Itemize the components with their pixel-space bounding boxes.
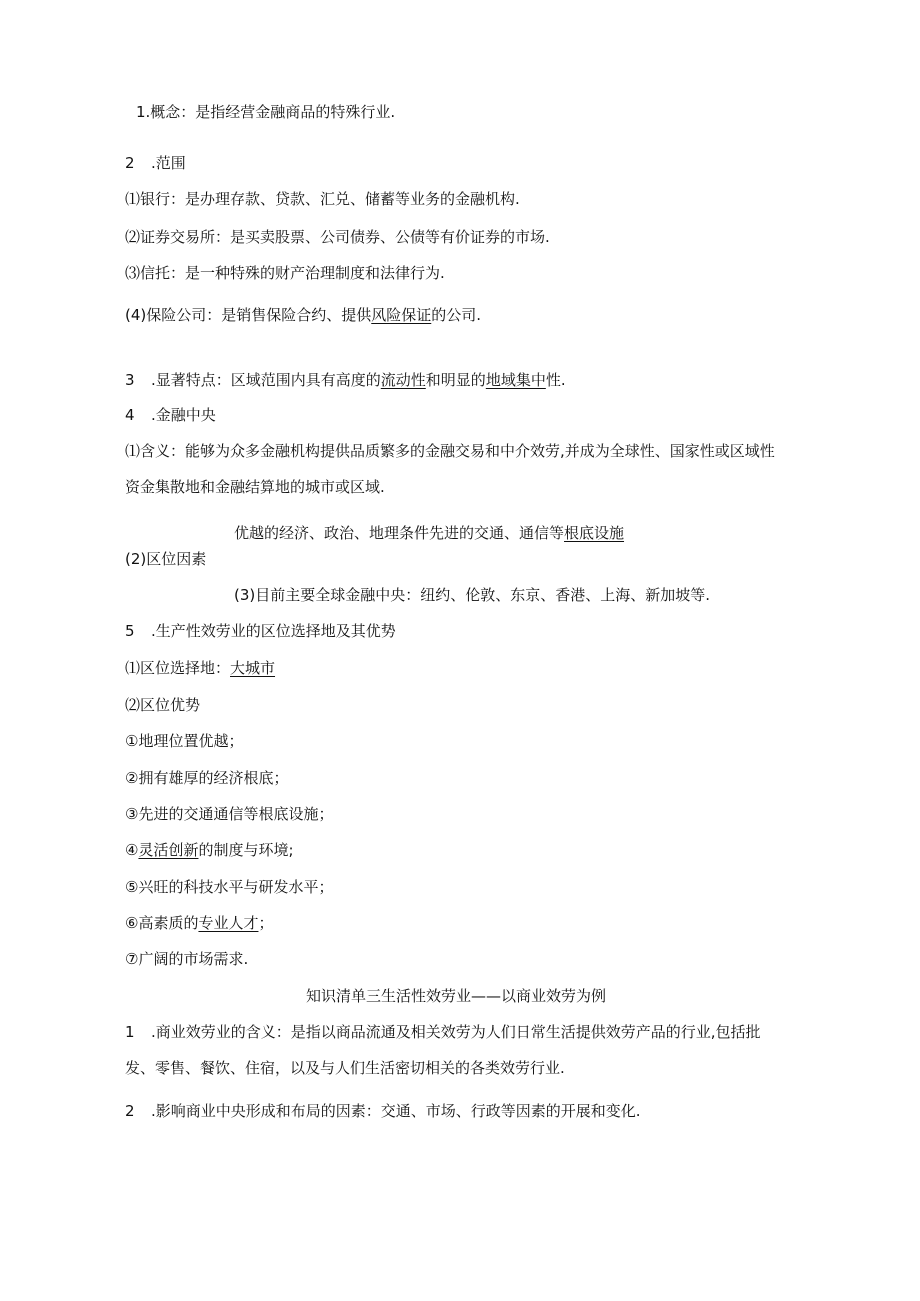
concept-line: 1.概念：是指经营金融商品的特殊行业. — [136, 103, 396, 121]
factors-detail-line: 优越的经济、政治、地理条件先进的交通、通信等根底设施 — [234, 524, 625, 542]
advantage-item-1: ①地理位置优越； — [125, 732, 244, 750]
location-advantage-line: ⑵区位优势 — [125, 696, 201, 714]
location-factors-line: (2)区位因素 — [125, 550, 207, 568]
scope-heading: 2 .范围 — [125, 154, 186, 172]
trust-line: ⑶信托：是一种特殊的财产治理制度和法律行为. — [125, 264, 445, 282]
advantage-item-3: ③先进的交通通信等根底设施； — [125, 805, 334, 823]
financial-center-heading: 4 .金融中央 — [125, 406, 216, 424]
advantage-item-6: ⑥高素质的专业人才； — [125, 914, 274, 932]
advantage-item-7: ⑦广阔的市场需求. — [125, 950, 249, 968]
global-centers-line: (3)目前主要全球金融中央：纽约、伦敦、东京、香港、上海、新加坡等. — [234, 586, 711, 604]
commercial-meaning-line: 1 .商业效劳业的含义：是指以商品流通及相关效劳为人们日常生活提供效劳产品的行业,包括批 — [125, 1023, 761, 1041]
advantage-item-5: ⑤兴旺的科技水平与研发水平； — [125, 878, 334, 896]
producer-services-heading: 5 .生产性效劳业的区位选择地及其优势 — [125, 622, 396, 640]
meaning-line: ⑴含义：能够为众多金融机构提供品质繁多的金融交易和中介效劳,并成为全球性、国家性或区域性 — [125, 442, 775, 460]
features-line: 3 .显著特点：区域范围内具有高度的流动性和明显的地域集中性. — [125, 371, 566, 389]
advantage-item-2: ②拥有雄厚的经济根底； — [125, 769, 289, 787]
section-title: 知识清单三生活性效劳业——以商业效劳为例 — [306, 987, 607, 1005]
advantage-item-4: ④灵活创新的制度与环境; — [125, 841, 294, 859]
commercial-center-factors-line: 2 .影响商业中央形成和布局的因素：交通、市场、行政等因素的开展和变化. — [125, 1102, 641, 1120]
location-choice-line: ⑴区位选择地：大城市 — [125, 659, 276, 677]
commercial-meaning-line-cont: 发、零售、餐饮、住宿，以及与人们生活密切相关的各类效劳行业. — [125, 1059, 565, 1077]
meaning-line-cont: 资金集散地和金融结算地的城市或区域. — [125, 478, 385, 496]
stock-exchange-line: ⑵证券交易所：是买卖股票、公司债券、公债等有价证券的市场. — [125, 228, 550, 246]
bank-line: ⑴银行：是办理存款、贷款、汇兑、储蓄等业务的金融机构. — [125, 190, 520, 208]
insurance-line: (4)保险公司：是销售保险合约、提供风险保证的公司. — [125, 306, 482, 324]
